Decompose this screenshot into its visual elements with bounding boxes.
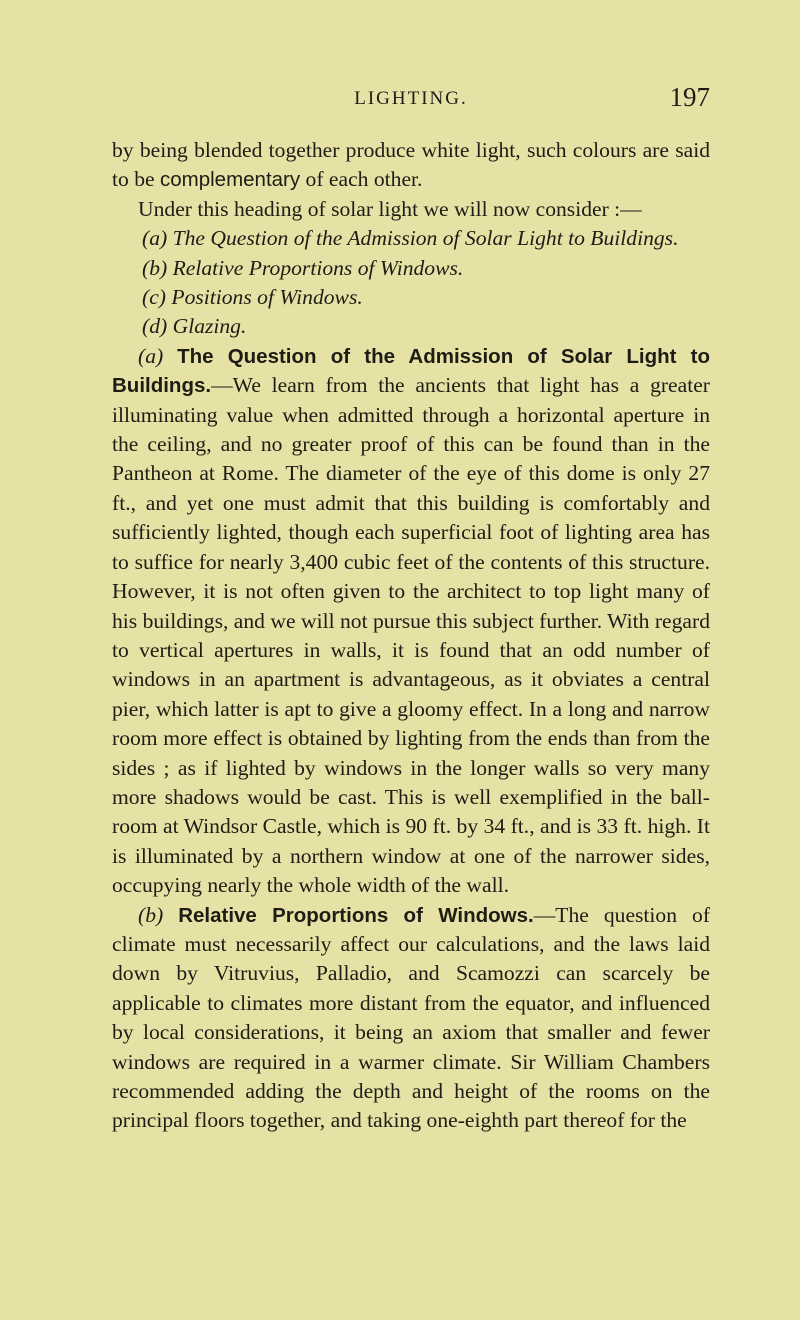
complementary-term: complementary	[159, 168, 301, 192]
topic-marker: (a)	[142, 226, 168, 251]
topic-text: Glazing.	[172, 314, 247, 339]
topic-text: The Question of the Admission of Solar Light to Buildings.	[172, 226, 679, 251]
topic-list	[112, 224, 710, 342]
intro-lead: Under this heading of solar light we will now consider :—	[138, 196, 642, 221]
section-body: —We learn from the ancients that light has a greater illuminating value when admitted through a horizontal aperture in the ceiling, and no greater proof of this can be found than in the Pantheon at Rome. The diameter of the eye of this dome is only 27 ft., and yet one must admit that this building is comfortably and sufficiently lighted, though each superficial foot of lighting area has to suffice for nearly 3,400 cubic feet of the contents of this structure. However, it is not often given to the architect to top light many of his buildings, and we will not pursue this subject further. With regard to vertical apertures in walls, it is found that an odd number of windows in an apartment is advantageous, as it obviates a central pier, which latter is apt to give a gloomy effect. In a long and narrow room more effect is obtained by lighting from the ends than from the sides ; as if lighted by windows in the longer walls so very many more shadows would be cast. This is well exemplified in the ball-room at Windsor Castle, which is 90 ft. by 34 ft., and is 33 ft. high. It is illuminated by a northern window at one of the narrower sides, occupying nearly the whole width of the wall.	[112, 373, 710, 898]
topic-item-a	[112, 224, 710, 253]
topic-item-c	[112, 283, 710, 312]
topic-item-d	[112, 312, 710, 341]
section-a-paragraph	[112, 342, 710, 901]
section-marker: (b)	[138, 902, 164, 927]
topic-text: Positions of Windows.	[171, 285, 363, 310]
intro-text-1: by being blended together produce white light, such colours are said to be	[112, 138, 710, 192]
topic-item-b	[112, 254, 710, 283]
section-b-paragraph	[112, 901, 710, 1136]
section-body: —The question of climate must necessarily affect our calculations, and the laws laid down by Vitruvius, Palladio, and Scamozzi can scarcely be applicable to climates more distant from the equator, and influenced by local considerations, it being an axiom that smaller and fewer windows are required in a warmer climate. Sir William Chambers recommended adding the depth and height of the rooms on the principal floors together, and taking one-eighth part thereof for the	[112, 902, 711, 1133]
page-header	[112, 82, 710, 122]
topic-marker: (d)	[142, 314, 168, 339]
page-body	[112, 136, 710, 1136]
intro-paragraph	[112, 136, 710, 195]
topic-marker: (b)	[142, 255, 168, 280]
page-number: 197	[669, 82, 710, 112]
topic-marker: (c)	[142, 285, 166, 310]
section-heading: Relative Proportions of Windows.	[178, 903, 534, 927]
topic-text: Relative Proportions of Windows.	[172, 255, 464, 280]
intro-text-2: of each other.	[300, 167, 423, 192]
section-marker: (a)	[138, 343, 164, 368]
running-head: LIGHTING.	[354, 88, 468, 109]
section-heading: The Question of the Admission of Solar Light to Buildings.	[112, 344, 710, 398]
